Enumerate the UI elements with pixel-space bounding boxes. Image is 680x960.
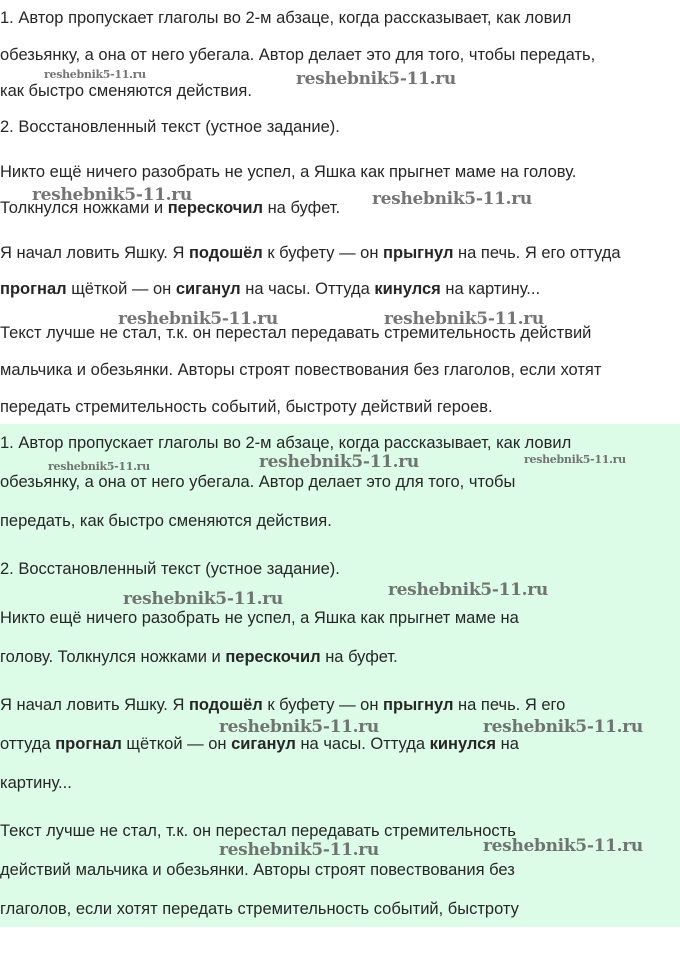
verb: прыгнул xyxy=(383,696,454,714)
answer-line: обезьянку, а она от него убегала. Автор делает это для того, чтобы передать, xyxy=(0,46,596,64)
restored-text-line: голову. Толкнулся ножками и перескочил на буфет. xyxy=(0,648,398,666)
verb: сиганул xyxy=(175,280,241,298)
verb: сиганул xyxy=(231,735,296,753)
watermark: reshebnik5-11.ru xyxy=(483,836,643,856)
verb: кинулся xyxy=(374,280,441,298)
watermark: reshebnik5-11.ru xyxy=(219,717,379,737)
verb: прыгнул xyxy=(383,244,454,262)
verb: перескочил xyxy=(167,199,263,217)
verb: перескочил xyxy=(225,648,321,666)
watermark: reshebnik5-11.ru xyxy=(123,589,283,609)
restored-text-line: оттуда прогнал щёткой — он сиганул на часы. Оттуда кинулся на xyxy=(0,735,519,753)
answer-line: передать, как быстро сменяются действия. xyxy=(0,512,332,530)
conclusion-line: Текст лучше не стал, т.к. он перестал передавать стремительность действий xyxy=(0,324,592,342)
watermark: reshebnik5-11.ru xyxy=(384,309,544,329)
verb: прогнал xyxy=(55,735,122,753)
answer-line: 1. Автор пропускает глаголы во 2-м абзаце, когда рассказывает, как ловил xyxy=(0,434,572,452)
restored-text-line: Толкнулся ножками и перескочил на буфет. xyxy=(0,199,341,217)
restored-text-line: Никто ещё ничего разобрать не успел, а Яшка как прыгнет маме на голову. xyxy=(0,163,577,181)
answer-line: как быстро сменяются действия. xyxy=(0,82,252,100)
answer-line: обезьянку, а она от него убегала. Автор делает это для того, чтобы xyxy=(0,473,516,491)
restored-text-line: Я начал ловить Яшку. Я подошёл к буфету — он прыгнул на печь. Я его оттуда xyxy=(0,244,621,262)
watermark: reshebnik5-11.ru xyxy=(118,309,278,329)
conclusion-line: глаголов, если хотят передать стремительность событий, быстроту xyxy=(0,900,519,918)
watermark: reshebnik5-11.ru xyxy=(372,189,532,209)
conclusion-line: мальчика и обезьянки. Авторы строят повествования без глаголов, если хотят xyxy=(0,361,602,379)
watermark: reshebnik5-11.ru xyxy=(48,460,150,473)
restored-text-line: Я начал ловить Яшку. Я подошёл к буфету — он прыгнул на печь. Я его xyxy=(0,696,566,714)
watermark: reshebnik5-11.ru xyxy=(44,68,146,81)
watermark: reshebnik5-11.ru xyxy=(388,580,548,600)
section-heading: 2. Восстановленный текст (устное задание). xyxy=(0,560,340,578)
conclusion-line: передать стремительность событий, быстроту действий героев. xyxy=(0,398,493,416)
verb: кинулся xyxy=(429,735,496,753)
restored-text-line: Никто ещё ничего разобрать не успел, а Яшка как прыгнет маме на xyxy=(0,609,519,627)
section-heading: 2. Восстановленный текст (устное задание). xyxy=(0,118,340,136)
watermark: reshebnik5-11.ru xyxy=(524,453,626,466)
conclusion-line: действий мальчика и обезьянки. Авторы строят повествования без xyxy=(0,861,515,879)
verb: прогнал xyxy=(0,280,67,298)
verb: подошёл xyxy=(188,244,263,262)
conclusion-line: Текст лучше не стал, т.к. он перестал передавать стремительность xyxy=(0,822,516,840)
restored-text-line: картину... xyxy=(0,774,72,792)
answer-line: 1. Автор пропускает глаголы во 2-м абзаце, когда рассказывает, как ловил xyxy=(0,9,572,27)
watermark: reshebnik5-11.ru xyxy=(219,840,379,860)
watermark: reshebnik5-11.ru xyxy=(259,452,419,472)
verb: подошёл xyxy=(188,696,263,714)
watermark: reshebnik5-11.ru xyxy=(296,69,456,89)
restored-text-line: прогнал щёткой — он сиганул на часы. Оттуда кинулся на картину... xyxy=(0,280,541,298)
watermark: reshebnik5-11.ru xyxy=(32,185,192,205)
watermark: reshebnik5-11.ru xyxy=(483,717,643,737)
